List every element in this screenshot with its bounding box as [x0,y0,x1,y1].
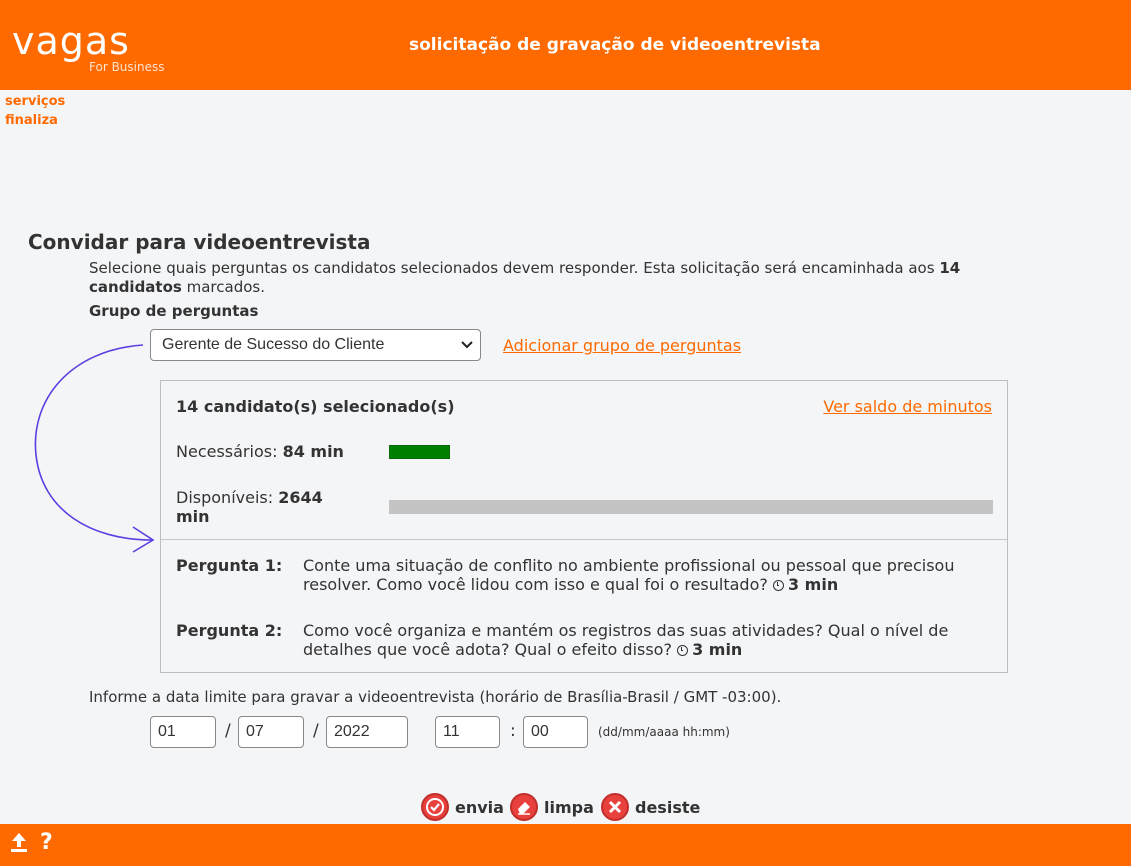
deadline-minute-input[interactable]: 00 [523,716,588,748]
deadline-label: Informe a data limite para gravar a videoentrevista (horário de Brasília-Brasil / GMT -03:00). [89,688,782,706]
deadline-hour-input[interactable]: 11 [435,716,500,748]
section-heading: Convidar para videoentrevista [28,230,371,254]
intro-text [89,259,1019,297]
logo-text: vagas [12,19,130,63]
date-separator: / [313,721,319,741]
deadline-day-input[interactable]: 01 [150,716,216,748]
question-1-label: Pergunta 1: [176,556,283,575]
available-minutes [176,488,346,526]
needed-minutes-bar [389,445,450,459]
add-question-group-link[interactable]: Adicionar grupo de perguntas [503,336,742,355]
clock-icon [773,580,784,591]
deadline-month-input[interactable]: 07 [238,716,304,748]
question-group-value: Gerente de Sucesso do Cliente [162,336,385,353]
question-2-text [303,621,983,659]
intro-candidate-count: 14 candidatos [89,259,961,296]
intro-text-end: marcados. [181,278,265,296]
selected-candidates: 14 candidato(s) selecionado(s) [176,397,455,416]
close-icon[interactable] [601,793,629,821]
check-icon[interactable] [421,793,449,821]
action-bar [0,793,1131,821]
question-1-duration-value: 3 min [787,575,839,594]
time-separator: : [510,721,516,741]
send-button[interactable]: envia [455,798,504,817]
deadline-year-input[interactable]: 2022 [326,716,408,748]
logo-subtitle: For Business [89,60,165,74]
available-value: 2644 min [176,488,323,526]
question-2-label: Pergunta 2: [176,621,283,640]
nav-link-servicos[interactable]: serviços [5,94,66,109]
eraser-icon[interactable] [510,793,538,821]
clear-button[interactable]: limpa [544,798,594,817]
nav-link-finaliza[interactable]: finaliza [5,113,58,128]
date-format-hint: (dd/mm/aaaa hh:mm) [598,725,730,739]
needed-label: Necessários: [176,442,278,461]
question-2-duration [677,640,742,659]
upload-icon[interactable] [9,830,29,860]
intro-text-start: Selecione quais perguntas os candidatos selecionados devem responder. Esta solicitação será encaminhada aos [89,259,940,277]
available-label: Disponíveis: [176,488,274,507]
needed-value: 84 min [282,442,344,461]
question-1-text [303,556,983,594]
chevron-down-icon [460,330,474,370]
help-icon[interactable]: ? [40,830,53,855]
question-2-body: Como você organiza e mantém os registros das suas atividades? Qual o nível de detalhes que você adota? Qual o efeito disso? [303,621,949,659]
question-2-duration-value: 3 min [692,640,743,659]
bottom-bar [0,824,1131,866]
question-1-duration [773,575,838,594]
view-minutes-balance-link[interactable]: Ver saldo de minutos [823,397,992,416]
cancel-button[interactable]: desiste [635,798,701,817]
page-title: solicitação de gravação de videoentrevista [409,35,821,55]
available-minutes-bar [389,500,993,514]
group-label: Grupo de perguntas [89,302,259,320]
date-separator: / [225,721,231,741]
needed-minutes [176,442,344,461]
question-1-body: Conte uma situação de conflito no ambiente profissional ou pessoal que precisou resolver. Como você lidou com isso e qual foi o resultado? [303,556,955,594]
clock-icon [677,645,688,656]
divider [161,539,1007,540]
candidates-summary-panel [160,380,1008,673]
